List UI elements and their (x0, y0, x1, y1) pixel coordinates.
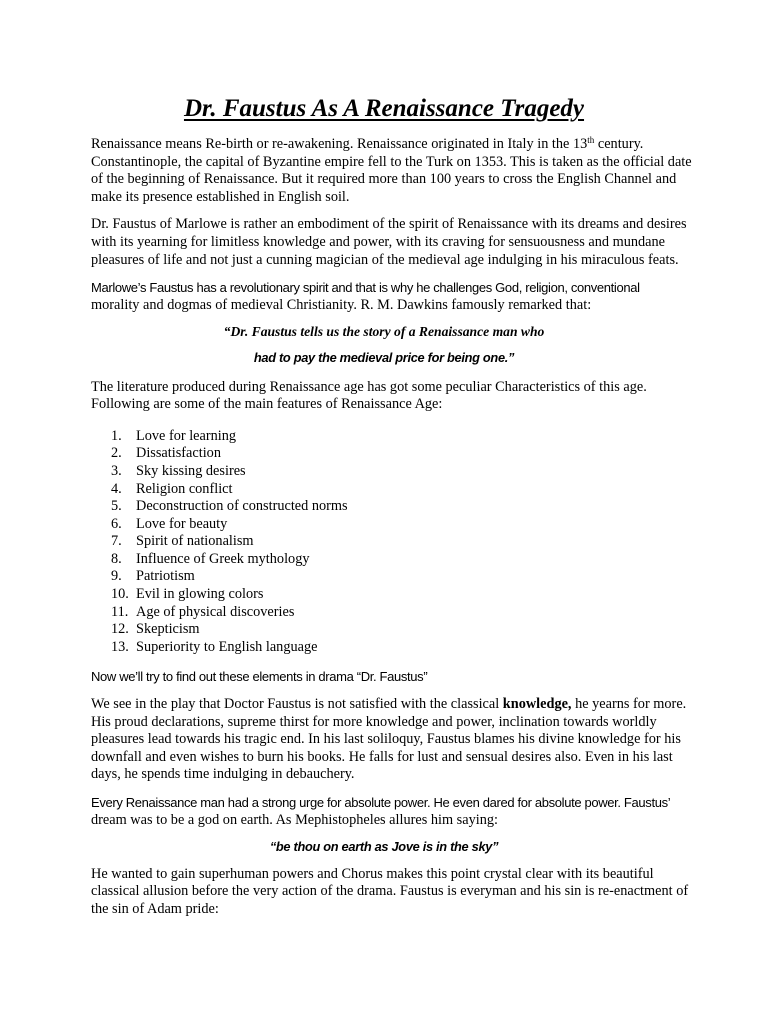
list-item: 2. Dissatisfaction (111, 445, 221, 462)
list-item: 3. Sky kissing desires (111, 462, 246, 479)
list-item: 11. Age of physical discoveries (111, 603, 295, 620)
paragraph-renaissance-definition: Renaissance means Re-birth or re-awakening. Renaissance originated in Italy in the 13th century. Constantinople, the capital of Byzantine empire fell to the Turk on 1353. This is taken as the official date of the beginning of Renaissance. But it required more than 100 years to cross the English Channel and make its presence established in English soil. (91, 135, 692, 205)
list-item: 13. Superiority to English language (111, 638, 318, 655)
list-item: 4. Religion conflict (111, 480, 233, 497)
list-item: 12. Skepticism (111, 621, 200, 638)
list-item: 10. Evil in glowing colors (111, 586, 264, 603)
paragraph-literature-characteristics: The literature produced during Renaissance age has got some peculiar Characteristics of this age. Following are some of the main features of Renaissance Age: (91, 378, 647, 413)
list-item: 6. Love for beauty (111, 515, 228, 532)
paragraph-absolute-power: Every Renaissance man had a strong urge for absolute power. He even dared for absolute power. Faustus’ dream was to be a god on earth. As Mephistopheles allures him saying: (91, 795, 671, 828)
paragraph-knowledge: We see in the play that Doctor Faustus is not satisfied with the classical knowledge, he yearns for more. His proud declarations, supreme thirst for more knowledge and power, inclination towards worldly pleasures lead towards his tragic end. In his last soliloquy, Faustus blames his divine knowledge for his downfall and even wishes to burn his books. He falls for lust and sensual desires also. Even in his last days, he spends time indulging in debauchery. (91, 696, 687, 783)
list-item: 7. Spirit of nationalism (111, 533, 254, 550)
paragraph-find-elements: Now we’ll try to find out these elements in drama “Dr. Faustus” (91, 669, 428, 685)
list-item: 9. Patriotism (111, 568, 195, 585)
paragraph-faustus-embodiment: Dr. Faustus of Marlowe is rather an embodiment of the spirit of Renaissance with its dreams and desires with its yearning for limitless knowledge and power, with its craving for sensuousness and mundane pleasures of life and not just a cunning magician of the medieval age indulging in his miraculous feats. (91, 216, 687, 268)
list-item: 1. Love for learning (111, 427, 237, 444)
dawkins-quote-line-1: “Dr. Faustus tells us the story of a Renaissance man who (223, 324, 545, 340)
document-title: Dr. Faustus As A Renaissance Tragedy (183, 95, 585, 122)
paragraph-superhuman-powers: He wanted to gain superhuman powers and Chorus makes this point crystal clear with its beautiful classical allusion before the very action of the drama. Faustus is everyman and his sin is re-enactment of the sin of Adam pride: (91, 865, 689, 917)
mephistopheles-quote: “be thou on earth as Jove is in the sky” (269, 839, 499, 855)
renaissance-features-list (91, 428, 677, 657)
list-item: 5. Deconstruction of constructed norms (111, 498, 348, 515)
knowledge-bold: knowledge, (502, 696, 572, 713)
list-item: 8. Influence of Greek mythology (111, 550, 310, 567)
dawkins-quote-line-2: had to pay the medieval price for being one.” (253, 349, 515, 365)
paragraph-revolutionary-spirit: Marlowe’s Faustus has a revolutionary spirit and that is why he challenges God, religion, conventional morality and dogmas of medieval Christianity. R. M. Dawkins famously remarked that: (91, 280, 640, 313)
